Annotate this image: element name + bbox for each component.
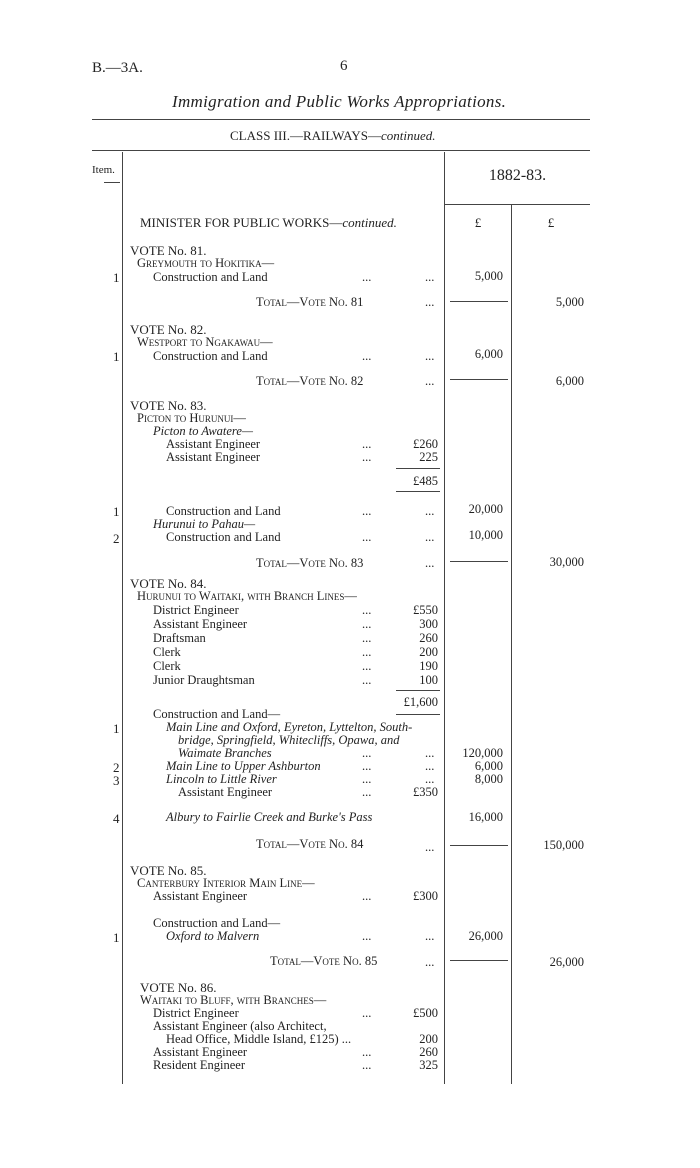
dots: ...	[362, 746, 372, 760]
dots: ...	[425, 349, 435, 363]
vote84-r2-amount: 6,000	[474, 759, 503, 773]
vote83-item-2: 2	[113, 531, 120, 546]
pound-header-1: £	[474, 215, 482, 230]
amount-column-divider	[511, 205, 512, 1084]
dots: ...	[362, 645, 372, 659]
vote81-item: 1	[113, 270, 120, 285]
dots: ...	[425, 929, 435, 943]
vote84-staff-total: £1,600	[403, 695, 438, 709]
dots: ...	[362, 1045, 372, 1059]
vote84-cl: Construction and Land—	[153, 707, 281, 721]
vote83-staff-name: Assistant Engineer	[166, 450, 261, 464]
year-header: 1882-83.	[488, 167, 547, 184]
dots: ...	[425, 295, 435, 309]
vote82-amount: 6,000	[474, 347, 503, 361]
dots: ...	[362, 659, 372, 673]
vote85-ae: Assistant Engineer	[153, 889, 248, 903]
vote84-total-amount: 150,000	[543, 838, 584, 852]
vote84-item-1: 1	[113, 721, 120, 736]
vote82-total-label: Total—Vote No. 82	[256, 374, 364, 388]
dots: ...	[425, 772, 435, 786]
vote84-r3-amount: 8,000	[474, 772, 503, 786]
vote85-ae-amount: £300	[413, 889, 438, 903]
vote86-ae3-amount: 260	[419, 1045, 438, 1059]
dots: ...	[362, 617, 372, 631]
vote84-staff-amount: 300	[419, 617, 438, 631]
dots: ...	[362, 759, 372, 773]
vote82-title: VOTE No. 82.	[130, 322, 207, 337]
vote83-staff-amount: £260	[413, 437, 438, 451]
dots: ...	[425, 556, 435, 570]
minister-continued: continued.	[342, 215, 397, 230]
vote85-total-label: Total—Vote No. 85	[270, 954, 378, 968]
vote84-staff-amount: 200	[419, 645, 438, 659]
vote84-staff-amount: £550	[413, 603, 438, 617]
vote83-line: Picton to Hurunui—	[137, 411, 246, 425]
vote83-desc-2: Construction and Land	[166, 530, 281, 544]
vote85-item: 1	[113, 930, 120, 945]
vote82-line: Westport to Ngakawau—	[137, 335, 273, 349]
vote86-ae1: Assistant Engineer (also Architect,	[153, 1019, 327, 1033]
dots: ...	[362, 530, 372, 544]
dots: ...	[425, 530, 435, 544]
vote82-desc: Construction and Land	[153, 349, 268, 363]
vote84-ae-amount: £350	[413, 785, 438, 799]
vote84-r4-amount: 16,000	[468, 810, 503, 824]
pound-header-2: £	[547, 215, 555, 230]
dots: ...	[362, 631, 372, 645]
vote86-title: VOTE No. 86.	[140, 980, 217, 995]
vote81-title: VOTE No. 81.	[130, 243, 207, 258]
vote85-cl: Construction and Land—	[153, 916, 281, 930]
vote84-staff-name: District Engineer	[153, 603, 239, 617]
vote83-staff-total: £485	[413, 474, 438, 488]
vote83-item-1: 1	[113, 504, 120, 519]
vote84-r2-desc: Main Line to Upper Ashburton	[166, 759, 321, 773]
vote86-ae2-amount: 200	[419, 1032, 438, 1046]
vote83-amount-1: 20,000	[468, 502, 503, 516]
dots: ...	[425, 746, 435, 760]
dots: ...	[425, 270, 435, 284]
vote82-total-amount: 6,000	[555, 374, 584, 388]
vote84-r4-desc: Albury to Fairlie Creek and Burke's Pass	[166, 810, 373, 824]
minister-heading	[140, 215, 397, 231]
vote86-ae2: Head Office, Middle Island, £125) ...	[166, 1032, 352, 1046]
vote83-desc-1: Construction and Land	[166, 504, 281, 518]
vote85-desc: Oxford to Malvern	[166, 929, 260, 943]
vote84-staff-name: Draftsman	[153, 631, 206, 645]
minister-label: MINISTER FOR PUBLIC WORKS—	[140, 215, 343, 230]
vote83-total-label: Total—Vote No. 83	[256, 556, 364, 570]
dots: ...	[362, 785, 372, 799]
vote86-de-amount: £500	[413, 1006, 438, 1020]
item-column-divider	[122, 152, 123, 1084]
vote84-staff-name: Clerk	[153, 659, 181, 673]
vote84-staff-amount: 260	[419, 631, 438, 645]
dots: ...	[362, 929, 372, 943]
dots: ...	[425, 504, 435, 518]
vote84-staff-name: Clerk	[153, 645, 181, 659]
vote84-staff-amount: 100	[419, 673, 438, 687]
vote85-total-amount: 26,000	[549, 955, 584, 969]
dots: ...	[362, 450, 372, 464]
vote83-sub2: Hurunui to Pahau—	[153, 517, 256, 531]
class-continued: continued.	[380, 128, 436, 143]
vote83-title: VOTE No. 83.	[130, 398, 207, 413]
vote85-line: Canterbury Interior Main Line—	[137, 876, 315, 890]
dots: ...	[362, 437, 372, 451]
vote85-amount: 26,000	[468, 929, 503, 943]
dots: ...	[425, 759, 435, 773]
dots: ...	[362, 603, 372, 617]
vote81-amount: 5,000	[474, 269, 503, 283]
vote83-staff-name: Assistant Engineer	[166, 437, 261, 451]
dots: ...	[425, 955, 435, 969]
vote84-staff-amount: 190	[419, 659, 438, 673]
page-number: 6	[340, 58, 348, 74]
vote82-item: 1	[113, 349, 120, 364]
vote84-staff-name: Junior Draughtsman	[153, 673, 255, 687]
vote86-ae3: Assistant Engineer	[153, 1045, 248, 1059]
vote84-total-label: Total—Vote No. 84	[256, 837, 364, 851]
vote86-de: District Engineer	[153, 1006, 239, 1020]
vote83-sub: Picton to Awatere—	[153, 424, 253, 438]
dots: ...	[362, 673, 372, 687]
vote84-line: Hurunui to Waitaki, with Branch Lines—	[137, 589, 357, 603]
vote84-item-2: 2	[113, 760, 120, 775]
page-ref: B.—3A.	[92, 60, 143, 76]
vote84-main-amount: 120,000	[462, 746, 503, 760]
class-heading	[230, 128, 435, 144]
vote84-title: VOTE No. 84.	[130, 576, 207, 591]
vote86-line: Waitaki to Bluff, with Branches—	[140, 993, 327, 1007]
vote86-re: Resident Engineer	[153, 1058, 245, 1072]
dots: ...	[425, 840, 435, 854]
vote83-amount-2: 10,000	[468, 528, 503, 542]
vote84-staff-name: Assistant Engineer	[153, 617, 248, 631]
vote81-total-label: Total—Vote No. 81	[256, 295, 364, 309]
vote81-total-amount: 5,000	[555, 295, 584, 309]
vote84-item-3: 3	[113, 773, 120, 788]
desc-column-divider	[444, 152, 445, 1084]
vote81-desc: Construction and Land	[153, 270, 268, 284]
vote86-re-amount: 325	[419, 1058, 438, 1072]
dots: ...	[362, 1058, 372, 1072]
dots: ...	[425, 374, 435, 388]
dots: ...	[362, 772, 372, 786]
vote85-title: VOTE No. 85.	[130, 863, 207, 878]
vote84-main2: bridge, Springfield, Whitecliffs, Opawa, and	[178, 733, 400, 747]
dots: ...	[362, 504, 372, 518]
item-column-header: Item.	[92, 164, 115, 176]
dots: ...	[362, 270, 372, 284]
vote84-ae: Assistant Engineer	[178, 785, 273, 799]
class-label: CLASS III.—RAILWAYS—	[230, 128, 381, 143]
dots: ...	[362, 889, 372, 903]
vote84-item-4: 4	[113, 811, 120, 826]
vote84-main3: Waimate Branches	[178, 746, 272, 760]
dots: ...	[362, 349, 372, 363]
vote84-r3-desc: Lincoln to Little River	[166, 772, 277, 786]
page-title: Immigration and Public Works Appropriations.	[172, 92, 507, 111]
vote83-total-amount: 30,000	[549, 555, 584, 569]
vote81-line: Greymouth to Hokitika—	[137, 256, 275, 270]
dots: ...	[362, 1006, 372, 1020]
vote83-staff-amount: 225	[419, 450, 438, 464]
vote84-main1: Main Line and Oxford, Eyreton, Lyttelton, South-	[166, 720, 413, 734]
